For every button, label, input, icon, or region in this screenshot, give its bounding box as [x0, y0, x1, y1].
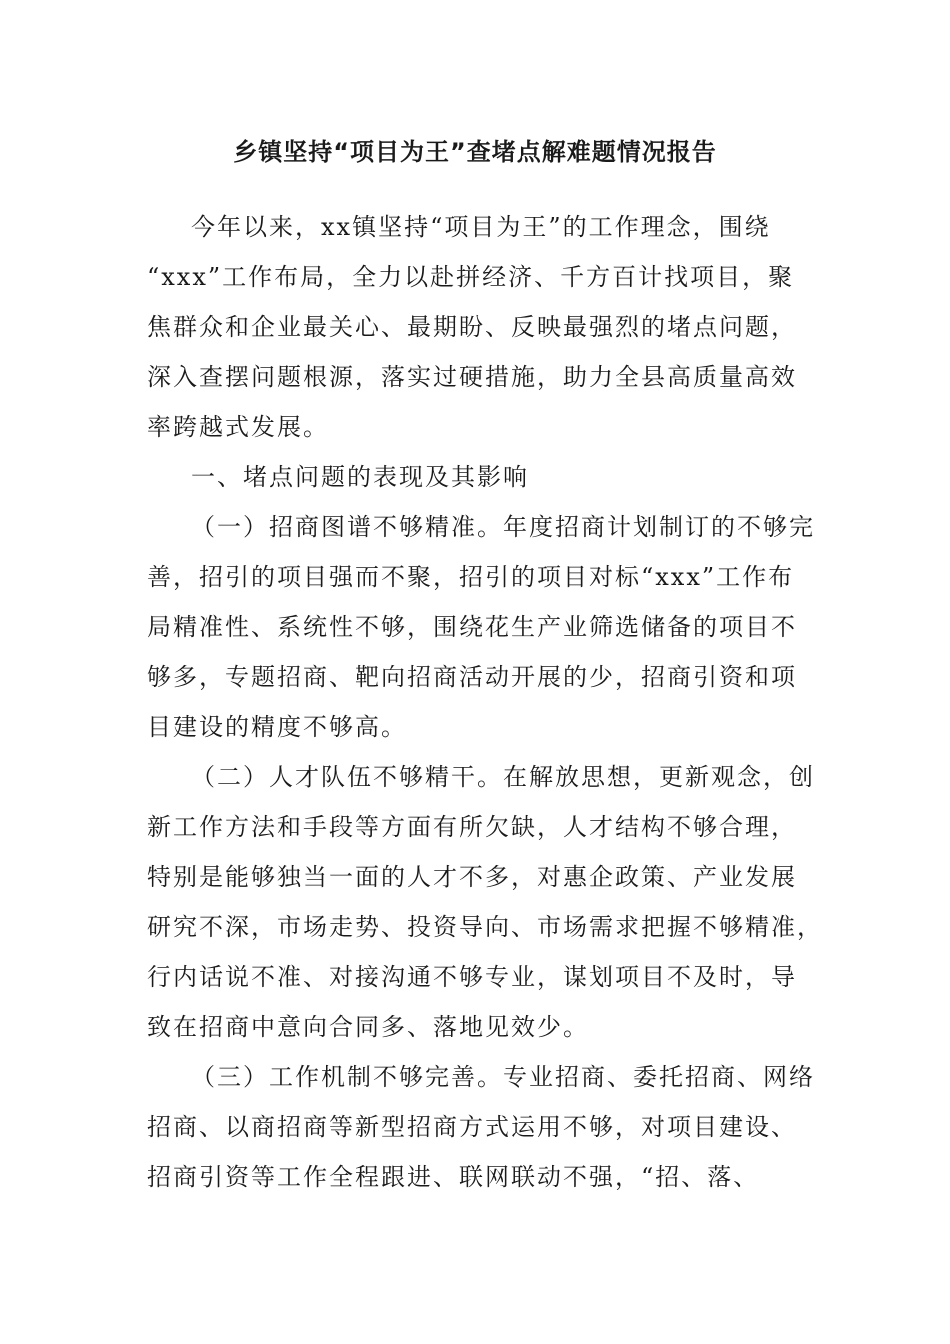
section-heading-1 [147, 452, 807, 502]
paragraph-item-3 [147, 1052, 815, 1202]
paragraph-intro [147, 202, 807, 452]
document-title: 乡镇坚持“项目为王”查堵点解难题情况报告 [233, 138, 717, 166]
text-line: 善，招引的项目强而不聚，招引的项目对标“xxx”工作布 [147, 563, 795, 591]
text-line: 招商引资等工作全程跟进、联网联动不强，“招、落、 [147, 1163, 760, 1191]
text-line: 目建设的精度不够高。 [147, 713, 407, 741]
text-line: 一、堵点问题的表现及其影响 [191, 463, 529, 491]
text-line: （二）人才队伍不够精干。在解放思想，更新观念，创 [191, 763, 815, 791]
text-line: 深入查摆问题根源，落实过硬措施，助力全县高质量高效 [147, 363, 797, 391]
text-line: （一）招商图谱不够精准。年度招商计划制订的不够完 [191, 513, 815, 541]
text-line: 焦群众和企业最关心、最期盼、反映最强烈的堵点问题， [147, 313, 797, 341]
paragraph-item-2 [147, 752, 823, 1052]
text-line: 研究不深，市场走势、投资导向、市场需求把握不够精准， [147, 913, 823, 941]
text-line: 够多，专题招商、靶向招商活动开展的少，招商引资和项 [147, 663, 797, 691]
text-line: 率跨越式发展。 [147, 413, 329, 441]
text-line: 局精准性、系统性不够，围绕花生产业筛选储备的项目不 [147, 613, 797, 641]
text-line: 特别是能够独当一面的人才不多，对惠企政策、产业发展 [147, 863, 797, 891]
text-line: 致在招商中意向合同多、落地见效少。 [147, 1013, 589, 1041]
text-line: 行内话说不准、对接沟通不够专业，谋划项目不及时，导 [147, 963, 797, 991]
paragraph-item-1 [147, 502, 815, 752]
text-line: 新工作方法和手段等方面有所欠缺，人才结构不够合理， [147, 813, 797, 841]
text-line: “xxx”工作布局，全力以赴拼经济、千方百计找项目，聚 [147, 263, 795, 291]
document-body [147, 202, 823, 1202]
text-line: 招商、以商招商等新型招商方式运用不够，对项目建设、 [147, 1113, 797, 1141]
text-line: 今年以来，xx镇坚持“项目为王”的工作理念，围绕 [191, 213, 771, 241]
text-line: （三）工作机制不够完善。专业招商、委托招商、网络 [191, 1063, 815, 1091]
